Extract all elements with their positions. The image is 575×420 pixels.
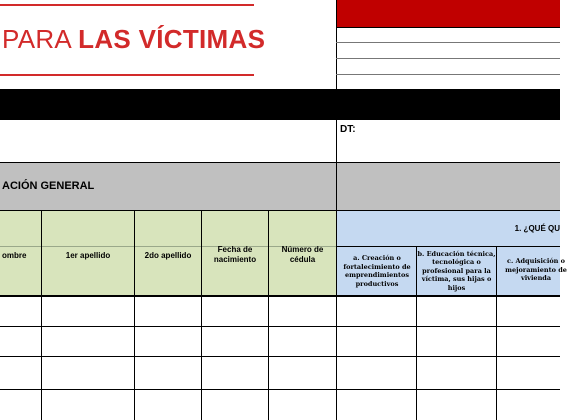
section-title: ACIÓN GENERAL: [2, 180, 95, 192]
col-header-nombre: ombre: [2, 250, 27, 260]
logo-text-light: PARA: [2, 24, 79, 54]
header-line: [336, 27, 560, 28]
section-bar-right: [337, 163, 560, 210]
header-line: [336, 42, 560, 43]
option-a: a. Creación o fortalecimiento de emprendimientos productivos: [343, 254, 411, 288]
logo-top-rule: [0, 4, 254, 6]
header-red-block: [337, 0, 560, 27]
question-title: 1. ¿QUÉ QU: [514, 223, 560, 233]
col-header-apellido1: 1er apellido: [65, 250, 111, 260]
col-line: [416, 246, 417, 420]
header-line: [336, 74, 560, 75]
logo-text-bold: LAS VÍCTIMAS: [78, 24, 266, 54]
option-b: b. Educación técnica, tecnológica o profesional para la víctima, sus hijas o hijos: [417, 249, 496, 292]
col-line: [496, 246, 497, 420]
data-row-line: [0, 326, 560, 327]
option-c: c. Adquisición o mejoramiento de vivienda: [505, 257, 567, 283]
header-bottom-border: [0, 295, 560, 297]
subheader-line: [337, 246, 560, 247]
data-row-line: [0, 389, 560, 390]
data-row-line: [0, 356, 560, 357]
logo-bottom-rule: [0, 74, 254, 76]
col-header-fecha: Fecha de nacimiento: [213, 245, 257, 264]
col-header-cedula: Número de cédula: [281, 245, 324, 264]
logo: [2, 24, 265, 58]
header-line: [336, 58, 560, 59]
col-header-apellido2: 2do apellido: [144, 250, 192, 260]
black-bar: [0, 89, 560, 120]
dt-label: DT:: [340, 124, 356, 135]
